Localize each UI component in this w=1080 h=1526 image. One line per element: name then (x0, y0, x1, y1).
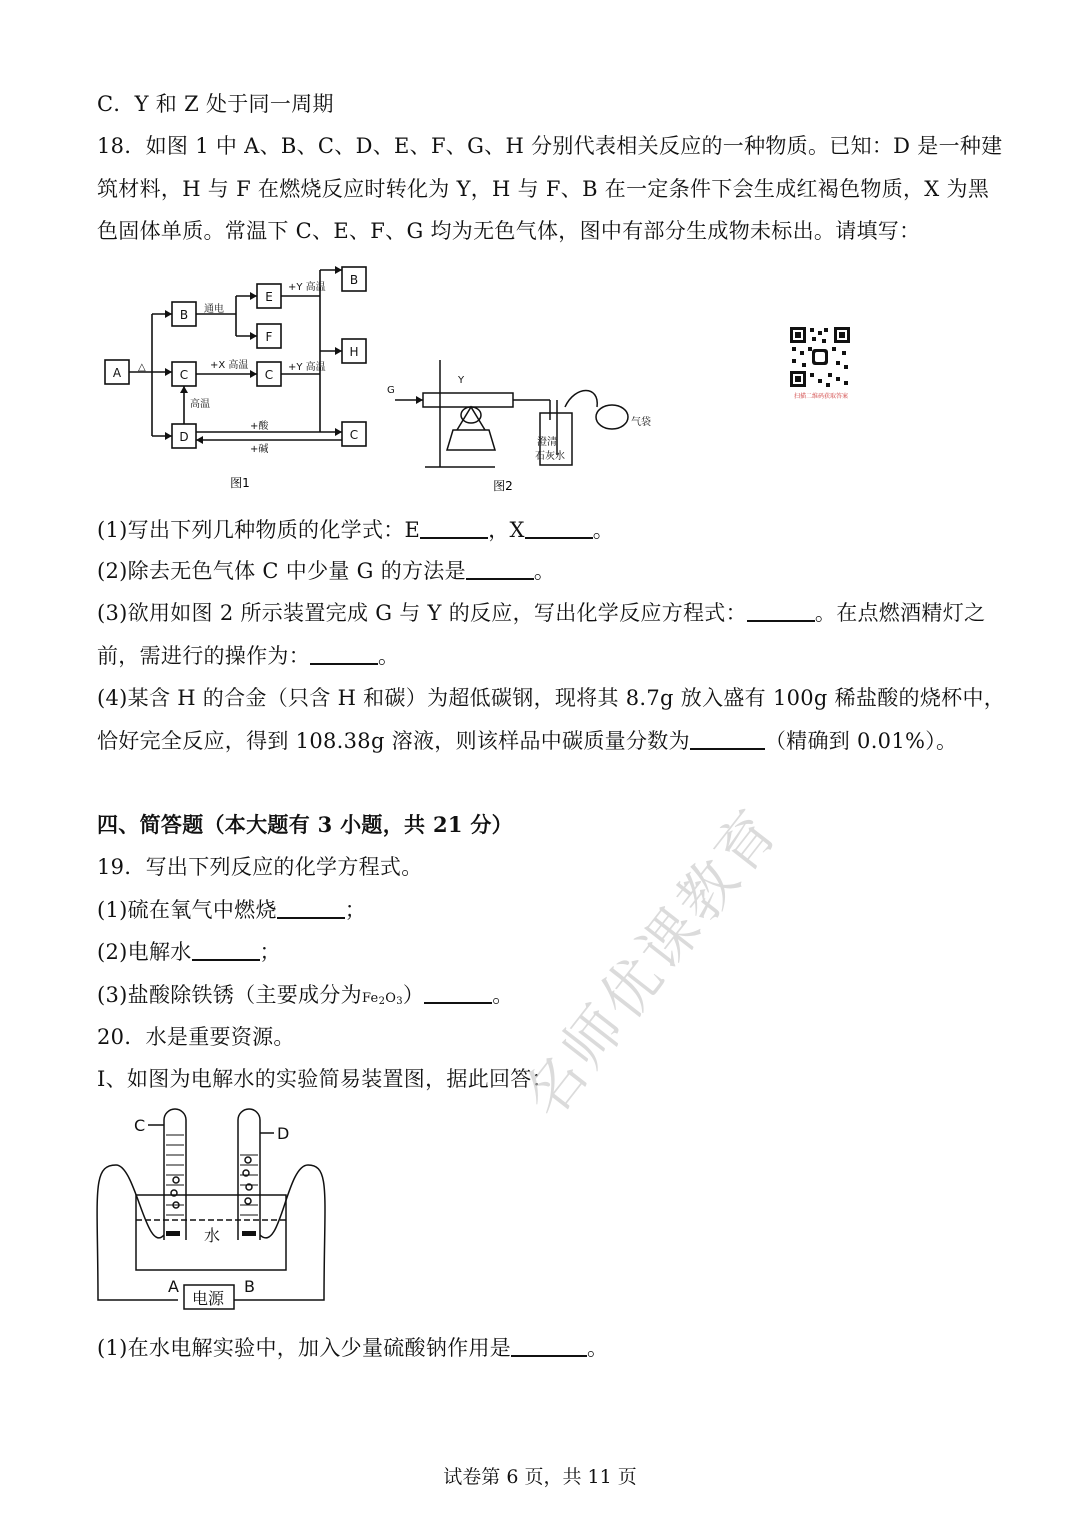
answer-blank[interactable] (277, 895, 345, 919)
option-c: C．Y 和 Z 处于同一周期 (97, 92, 334, 116)
plus-base-label: +碱 (250, 444, 269, 455)
qr-code-image (788, 325, 852, 389)
y-label: Y (458, 375, 465, 386)
box-f-label: F (265, 330, 273, 344)
box-b-label: B (179, 308, 189, 322)
section4-heading: 四、简答题（本大题有 3 小题，共 21 分） (97, 812, 513, 837)
q19-stem: 19．写出下列反应的化学方程式。 (97, 855, 423, 879)
box-c2-label: C (264, 368, 274, 382)
figure2-caption: 图2 (493, 479, 513, 493)
q19-part1: (1)硫在氧气中燃烧 ； (97, 895, 366, 925)
page-footer: 试卷第 6 页，共 11 页 (443, 1466, 637, 1488)
answer-blank[interactable] (420, 515, 488, 539)
figure2-apparatus (385, 355, 665, 495)
plus-x-gaowen-label: +X 高温 (210, 360, 249, 371)
delta-label: △ (138, 362, 146, 373)
answer-blank[interactable] (310, 641, 378, 665)
q18-part1: (1)写出下列几种物质的化学式：E ，X 。 (97, 515, 614, 545)
figure3-electrolysis (96, 1105, 331, 1315)
q18-stem-line2: 筑材料，H 与 F 在燃烧反应时转化为 Y，H 与 F、B 在一定条件下会生成红褐色物质，X 为黑 (97, 177, 990, 201)
limewater-label-2: 石灰水 (535, 451, 565, 462)
q18-part3-line2: 前，需进行的操作为： 。 (97, 641, 399, 671)
answer-blank[interactable] (192, 937, 260, 961)
label-water: 水 (204, 1226, 221, 1245)
figure1-flowchart (100, 262, 390, 492)
box-c-label: C (179, 368, 189, 382)
q18-part2: (2)除去无色气体 C 中少量 G 的方法是 。 (97, 556, 555, 586)
answer-blank[interactable] (511, 1333, 587, 1357)
q18-stem-line1: 18．如图 1 中 A、B、C、D、E、F、G、H 分别代表相关反应的一种物质。已知：D 是一种建 (97, 134, 1003, 158)
gas-bag-label: 气袋 (631, 417, 651, 428)
label-c: C (134, 1116, 146, 1135)
answer-blank[interactable] (424, 980, 492, 1004)
plus-y-gaowen-label-1: +Y 高温 (288, 282, 326, 293)
answer-blank[interactable] (690, 726, 765, 750)
plus-y-gaowen-label-2: +Y 高温 (288, 362, 326, 373)
label-power: 电源 (192, 1289, 225, 1308)
box-e-label: E (265, 290, 273, 304)
box-c3-label: C (349, 428, 359, 442)
q20-part-i: I、如图为电解水的实验简易装置图，据此回答： (97, 1067, 553, 1091)
gaowen-label: 高温 (190, 399, 210, 410)
q19-part3: (3)盐酸除铁锈（主要成分为$Fe_2O_3$） 。 (97, 980, 514, 1017)
q20-stem: 20．水是重要资源。 (97, 1025, 295, 1049)
box-h-label: H (349, 345, 359, 359)
answer-blank[interactable] (747, 598, 815, 622)
watermark-text: 名师优课教育 (510, 794, 793, 1130)
tongdian-label: 通电 (204, 304, 224, 315)
box-b2-label: B (349, 273, 359, 287)
label-b: B (244, 1277, 255, 1296)
q18-part4-line2: 恰好完全反应，得到 108.38g 溶液，则该样品中碳质量分数为 （精确到 0.01%）。 (97, 726, 957, 756)
q18-part4-line1: (4)某含 H 的合金（只含 H 和碳）为超低碳钢，现将其 8.7g 放入盛有 100g 稀盐酸的烧杯中， (97, 686, 1006, 710)
g-label: G (387, 385, 395, 396)
figure1-caption: 图1 (230, 476, 250, 490)
limewater-label-1: 澄清 (537, 437, 557, 448)
q19-part2: (2)电解水 ； (97, 937, 281, 967)
box-d-label: D (179, 430, 189, 444)
formula-fe2o3: $Fe_2O_3$ (361, 991, 403, 1007)
answer-blank[interactable] (466, 556, 534, 580)
label-d: D (277, 1124, 290, 1143)
answer-blank[interactable] (525, 515, 593, 539)
label-a: A (168, 1277, 179, 1296)
q20-part1: (1)在水电解实验中，加入少量硫酸钠作用是 。 (97, 1333, 608, 1363)
box-a-label: A (112, 366, 122, 380)
plus-acid-label: +酸 (250, 421, 269, 432)
q18-part3-line1: (3)欲用如图 2 所示装置完成 G 与 Y 的反应，写出化学反应方程式： 。在点燃酒精灯之 (97, 598, 985, 628)
qr-caption: 扫描二维码获取答案 (793, 393, 848, 400)
q18-stem-line3: 色固体单质。常温下 C、E、F、G 均为无色气体，图中有部分生成物未标出。请填写： (97, 219, 921, 243)
